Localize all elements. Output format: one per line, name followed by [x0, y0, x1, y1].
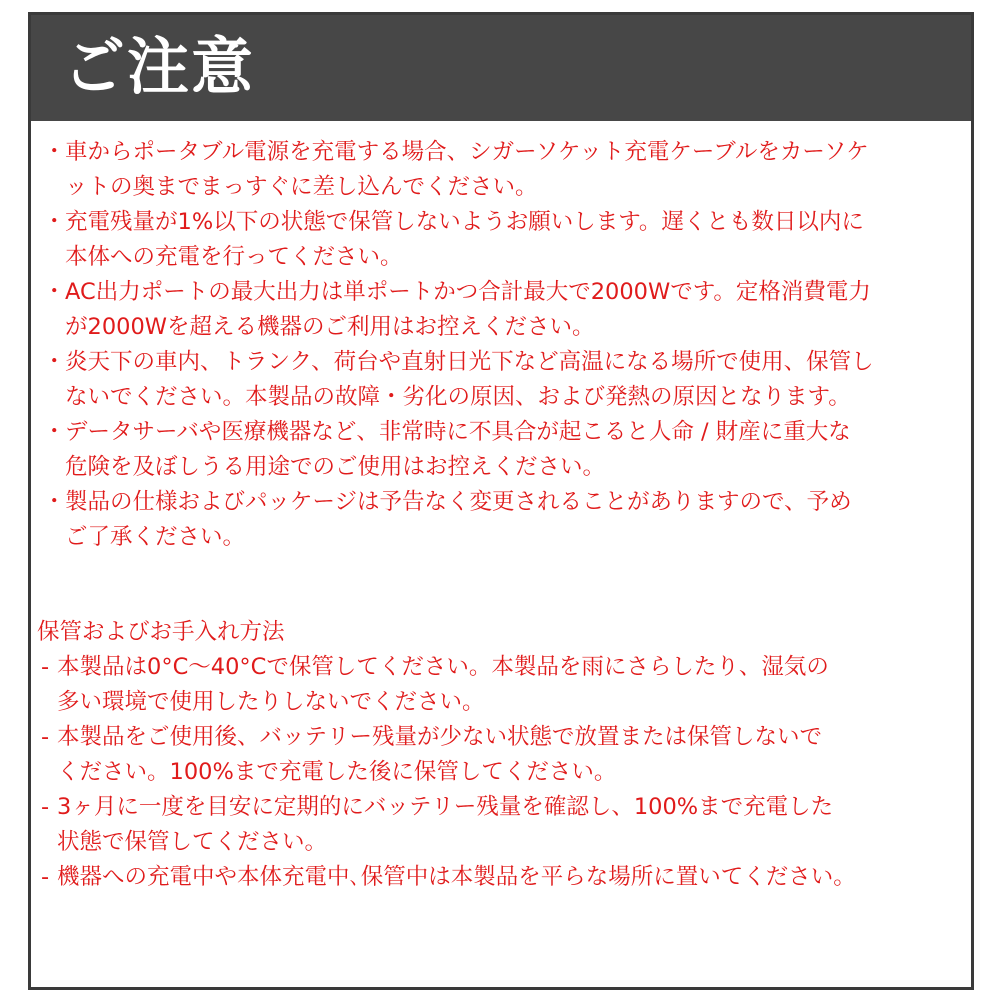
caution-item — [39, 485, 965, 555]
care-item — [37, 790, 963, 860]
dash-mark: - — [41, 794, 50, 820]
caution-text-line: データサーバや医療機器など、非常時に不具合が起こると人命 / 財産に重大な — [65, 419, 851, 445]
caution-item — [39, 415, 965, 485]
care-text-line: 本製品をご使用後、バッテリー残量が少ない状態で放置または保管しないで — [57, 724, 823, 750]
care-text-line: ください。100%まで充電した後に保管してください。 — [57, 759, 617, 785]
caution-item — [39, 135, 965, 205]
bullet-mark: ・ — [43, 139, 66, 165]
caution-text-line: AC出力ポートの最大出力は単ポートかつ合計最大で2000Wです。定格消費電力 — [65, 279, 871, 305]
bullet-mark: ・ — [43, 209, 66, 235]
care-item — [37, 720, 963, 790]
caution-text-line: が2000Wを超える機器のご利用はお控えください。 — [65, 314, 595, 340]
caution-text-line: 本体への充電を行ってください。 — [65, 244, 403, 270]
caution-list — [39, 135, 965, 555]
caution-text-line: 危険を及ぼしうる用途でのご使用はお控えください。 — [65, 454, 606, 480]
care-text-line: 3ヶ月に一度を目安に定期的にバッテリー残量を確認し、100%まで充電した — [57, 794, 834, 820]
caution-item — [39, 345, 965, 415]
bullet-mark: ・ — [43, 419, 66, 445]
caution-text-line: 車からポータブル電源を充電する場合、シガーソケット充電ケーブルをカーソケ — [65, 139, 869, 165]
bullet-mark: ・ — [43, 489, 66, 515]
care-item — [37, 650, 963, 720]
notice-header — [31, 15, 971, 121]
bullet-mark: ・ — [43, 279, 66, 305]
dash-mark: - — [41, 864, 50, 890]
caution-text-line: ットの奥までまっすぐに差し込んでください。 — [65, 174, 538, 200]
dash-mark: - — [41, 724, 50, 750]
care-text-line: 機器への充電中や本体充電中､保管中は本製品を平らな場所に置いてください。 — [57, 864, 856, 890]
caution-text-line: 炎天下の車内、トランク、荷台や直射日光下など高温になる場所で使用、保管し — [65, 349, 874, 375]
bullet-mark: ・ — [43, 349, 66, 375]
page-title: ご注意 — [63, 30, 256, 103]
care-text-line: 本製品は0°C～40°Cで保管してください。本製品を雨にさらしたり、湿気の — [57, 654, 829, 680]
caution-text-line: ないでください。本製品の故障・劣化の原因、および発熱の原因となります。 — [65, 384, 851, 410]
care-section — [37, 615, 963, 895]
caution-text-line: ご了承ください。 — [65, 524, 246, 550]
caution-item — [39, 205, 965, 275]
care-item — [37, 860, 963, 895]
dash-mark: - — [41, 654, 50, 680]
notice-panel — [28, 12, 974, 990]
care-text-line: 多い環境で使用したりしないでください。 — [57, 689, 485, 715]
care-text-line: 状態で保管してください。 — [57, 829, 328, 855]
care-list — [37, 650, 963, 895]
care-section-title: 保管およびお手入れ方法 — [37, 619, 285, 645]
caution-item — [39, 275, 965, 345]
caution-text-line: 製品の仕様およびパッケージは予告なく変更されることがありますので、予め — [65, 489, 852, 515]
caution-text-line: 充電残量が1%以下の状態で保管しないようお願いします。遅くとも数日以内に — [65, 209, 864, 235]
